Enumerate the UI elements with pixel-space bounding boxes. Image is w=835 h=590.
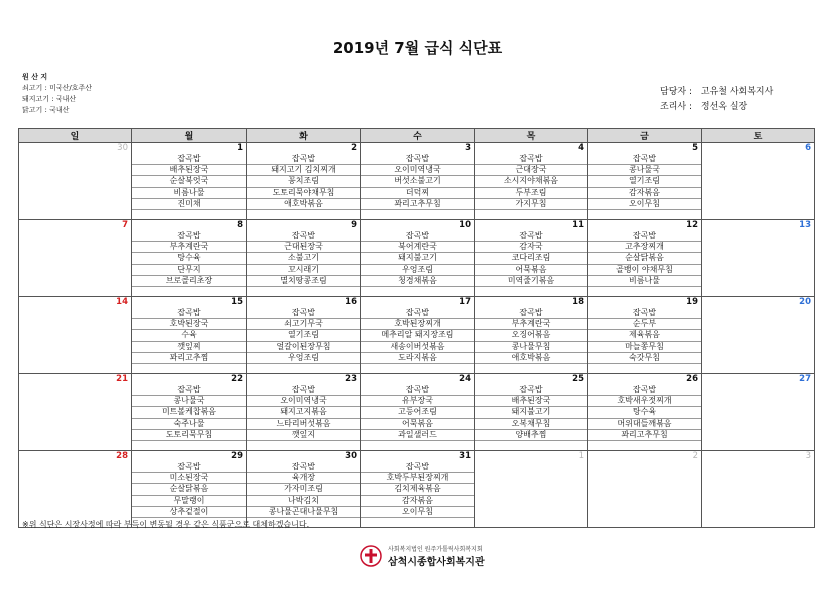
menu-item: 잡곡밥 xyxy=(247,462,360,473)
day-number: 2 xyxy=(692,451,698,461)
menu-item: 탕수육 xyxy=(132,253,246,264)
menu-item: 잡곡밥 xyxy=(588,385,701,396)
menu-item: 숙주나물 xyxy=(132,419,246,430)
day-number: 24 xyxy=(459,374,471,384)
day-box xyxy=(702,297,814,367)
day-cell-wed xyxy=(361,220,475,291)
org-name: 삼척시종합사회복지관 xyxy=(388,557,485,568)
menu-item: 멸치땅콩조림 xyxy=(247,276,360,287)
menu-item: 더덕찌 xyxy=(361,188,474,199)
day-number: 12 xyxy=(686,220,698,230)
day-number: 1 xyxy=(578,451,584,461)
menu-item: 도라지볶음 xyxy=(361,353,474,364)
day-cell-sat xyxy=(702,297,815,368)
menu-item: 느타리버섯볶음 xyxy=(247,419,360,430)
menu-item: 제육볶음 xyxy=(588,330,701,341)
day-number: 19 xyxy=(686,297,698,307)
menu-item: 양배추찜 xyxy=(475,430,587,441)
day-box xyxy=(132,297,246,367)
menu-item: 청경채볶음 xyxy=(361,276,474,287)
day-number: 11 xyxy=(572,220,584,230)
menu-item: 호박된장찌개 xyxy=(361,319,474,330)
menu-item: 오이미역냉국 xyxy=(361,165,474,176)
day-number: 5 xyxy=(692,143,698,153)
menu-item: 콩나물무침 xyxy=(475,342,587,353)
spacer-cell xyxy=(361,521,475,528)
day-box xyxy=(19,220,131,290)
menu-item: 단무지 xyxy=(132,265,246,276)
day-cell-thu xyxy=(475,297,588,368)
menu-item: 꽁치조림 xyxy=(247,176,360,187)
day-number: 4 xyxy=(578,143,584,153)
day-number: 1 xyxy=(237,143,243,153)
day-cell-tue xyxy=(247,374,361,445)
day-box xyxy=(475,297,587,367)
day-cell-sun xyxy=(19,374,132,445)
day-cell-fri xyxy=(588,220,702,291)
menu-item: 나박김치 xyxy=(247,496,360,507)
menu-item: 꽈리고추무침 xyxy=(361,199,474,210)
menu-item: 잡곡밥 xyxy=(132,385,246,396)
menu-item: 북어계란국 xyxy=(361,242,474,253)
week-row xyxy=(19,374,815,445)
day-cell-mon xyxy=(132,220,247,291)
menu-item: 꼬시래기 xyxy=(247,265,360,276)
day-cell-sun xyxy=(19,220,132,291)
menu-item: 호박된장국 xyxy=(132,319,246,330)
menu-item: 고등어조림 xyxy=(361,407,474,418)
day-cell-mon xyxy=(132,297,247,368)
menu-item: 깻잎찌 xyxy=(132,342,246,353)
menu-item: 잡곡밥 xyxy=(247,154,360,165)
menu-item: 과일샐러드 xyxy=(361,430,474,441)
day-number: 30 xyxy=(345,451,357,461)
menu-item: 순살닭볶음 xyxy=(132,484,246,495)
menu-item: 잡곡밥 xyxy=(361,231,474,242)
menu-item: 무말랭이 xyxy=(132,496,246,507)
menu-item: 잡곡밥 xyxy=(361,154,474,165)
day-box xyxy=(588,451,701,521)
day-cell-mon xyxy=(132,451,247,522)
menu-item: 도토리묵무침 xyxy=(132,430,246,441)
menu-item: 잡곡밥 xyxy=(132,462,246,473)
menu-item: 돼지고기 김치찌개 xyxy=(247,165,360,176)
day-box xyxy=(361,374,474,444)
day-number: 3 xyxy=(465,143,471,153)
day-cell-tue xyxy=(247,143,361,214)
menu-item: 순살북엇국 xyxy=(132,176,246,187)
menu-item: 잡곡밥 xyxy=(247,231,360,242)
day-box xyxy=(588,220,701,290)
menu-item: 열기조림 xyxy=(247,330,360,341)
menu-item: 소시지야채볶음 xyxy=(475,176,587,187)
day-cell-sun xyxy=(19,297,132,368)
day-cell-mon xyxy=(132,374,247,445)
origin-info xyxy=(22,72,92,116)
menu-item: 우엉조림 xyxy=(361,265,474,276)
menu-item: 잡곡밥 xyxy=(247,385,360,396)
weekday-header-thu: 목 xyxy=(475,129,588,143)
day-number: 25 xyxy=(572,374,584,384)
day-cell-tue xyxy=(247,220,361,291)
menu-item: 감자볶음 xyxy=(361,496,474,507)
menu-item: 소불고기 xyxy=(247,253,360,264)
weekday-header-wed: 수 xyxy=(361,129,475,143)
menu-item: 가자미조림 xyxy=(247,484,360,495)
day-number: 18 xyxy=(572,297,584,307)
day-box xyxy=(19,297,131,367)
menu-item: 돼지불고기 xyxy=(475,407,587,418)
menu-item: 잡곡밥 xyxy=(132,231,246,242)
day-number: 7 xyxy=(122,220,128,230)
menu-item: 깻잎지 xyxy=(247,430,360,441)
staff-manager-label: 담당자 : xyxy=(660,87,692,97)
day-box xyxy=(702,374,814,444)
staff-cook-value: 정선옥 실장 xyxy=(700,102,748,112)
menu-item: 잡곡밥 xyxy=(361,462,474,473)
day-cell-tue xyxy=(247,451,361,522)
menu-item: 어묵볶음 xyxy=(361,419,474,430)
menu-item: 미소된장국 xyxy=(132,473,246,484)
page-title: 2019년 7월 급식 식단표 xyxy=(332,39,503,57)
menu-item: 비름나물 xyxy=(588,276,701,287)
menu-item: 꽈리고추무침 xyxy=(588,430,701,441)
day-cell-thu xyxy=(475,451,588,522)
menu-item: 잡곡밥 xyxy=(475,385,587,396)
week-row xyxy=(19,297,815,368)
day-cell-fri xyxy=(588,451,702,522)
day-box xyxy=(475,374,587,444)
menu-item: 어묵볶음 xyxy=(475,265,587,276)
menu-item: 잡곡밥 xyxy=(361,308,474,319)
day-box xyxy=(361,451,474,521)
day-box xyxy=(475,220,587,290)
day-cell-sun xyxy=(19,451,132,522)
menu-item: 미역줄기볶음 xyxy=(475,276,587,287)
menu-item: 잡곡밥 xyxy=(588,154,701,165)
day-box xyxy=(588,297,701,367)
menu-item: 열기조림 xyxy=(588,176,701,187)
day-box xyxy=(19,451,131,521)
menu-item: 코다리조림 xyxy=(475,253,587,264)
menu-item: 유부장국 xyxy=(361,396,474,407)
menu-item: 잡곡밥 xyxy=(475,154,587,165)
day-number: 15 xyxy=(231,297,243,307)
day-cell-thu xyxy=(475,143,588,214)
day-box xyxy=(247,374,360,444)
menu-item: 부추계란국 xyxy=(132,242,246,253)
menu-item: 비름나물 xyxy=(132,188,246,199)
day-number: 2 xyxy=(351,143,357,153)
menu-calendar xyxy=(18,128,815,528)
menu-item: 호박두부된장찌개 xyxy=(361,473,474,484)
menu-item: 오이미역냉국 xyxy=(247,396,360,407)
week-row xyxy=(19,451,815,522)
menu-item: 수육 xyxy=(132,330,246,341)
menu-item: 잡곡밥 xyxy=(247,308,360,319)
menu-item: 가지무침 xyxy=(475,199,587,210)
menu-item: 근대장국 xyxy=(475,165,587,176)
menu-item: 순살닭볶음 xyxy=(588,253,701,264)
caritas-cross-icon xyxy=(360,545,382,567)
day-cell-wed xyxy=(361,374,475,445)
spacer-cell xyxy=(475,521,588,528)
menu-item: 오이무침 xyxy=(361,507,474,518)
staff-info xyxy=(660,85,773,115)
menu-item: 근대된장국 xyxy=(247,242,360,253)
origin-heading: 원 산 지 xyxy=(22,73,48,81)
menu-item: 상추겉절이 xyxy=(132,507,246,518)
day-cell-sat xyxy=(702,220,815,291)
menu-item: 부추계란국 xyxy=(475,319,587,330)
menu-item: 얼갈이된장무침 xyxy=(247,342,360,353)
day-cell-wed xyxy=(361,451,475,522)
day-box xyxy=(19,143,131,213)
menu-item: 순두부 xyxy=(588,319,701,330)
menu-item: 브로콜리초장 xyxy=(132,276,246,287)
day-box xyxy=(132,143,246,213)
day-number: 8 xyxy=(237,220,243,230)
weekday-header-mon: 월 xyxy=(132,129,247,143)
day-number: 13 xyxy=(799,220,811,230)
menu-item: 잡곡밥 xyxy=(475,308,587,319)
menu-item: 돼지불고기 xyxy=(361,253,474,264)
day-box xyxy=(475,143,587,213)
menu-item: 잡곡밥 xyxy=(132,308,246,319)
day-cell-thu xyxy=(475,374,588,445)
day-number: 14 xyxy=(116,297,128,307)
day-cell-sat xyxy=(702,143,815,214)
menu-item: 콩나물국 xyxy=(588,165,701,176)
day-number: 17 xyxy=(459,297,471,307)
day-cell-sat xyxy=(702,451,815,522)
menu-item: 잡곡밥 xyxy=(588,231,701,242)
day-cell-sat xyxy=(702,374,815,445)
day-cell-mon xyxy=(132,143,247,214)
menu-item: 메추리알 돼지장조림 xyxy=(361,330,474,341)
menu-item: 잡곡밥 xyxy=(361,385,474,396)
menu-item: 감자볶음 xyxy=(588,188,701,199)
day-number: 28 xyxy=(116,451,128,461)
day-number: 20 xyxy=(799,297,811,307)
menu-item: 감자국 xyxy=(475,242,587,253)
spacer-cell xyxy=(702,521,815,528)
day-box xyxy=(361,297,474,367)
menu-item: 꽈리고추찜 xyxy=(132,353,246,364)
day-number: 16 xyxy=(345,297,357,307)
menu-item: 오복채무침 xyxy=(475,419,587,430)
day-number: 22 xyxy=(231,374,243,384)
menu-item: 마늘쫑무침 xyxy=(588,342,701,353)
day-cell-thu xyxy=(475,220,588,291)
staff-cook-label: 조리사 : xyxy=(660,102,692,112)
menu-item: 진미채 xyxy=(132,199,246,210)
menu-item: 탕수육 xyxy=(588,407,701,418)
day-number: 23 xyxy=(345,374,357,384)
menu-item: 버섯소불고기 xyxy=(361,176,474,187)
menu-item: 숙갓무침 xyxy=(588,353,701,364)
day-number: 27 xyxy=(799,374,811,384)
day-number: 10 xyxy=(459,220,471,230)
org-logo xyxy=(360,544,485,568)
day-box xyxy=(361,220,474,290)
menu-item: 애호박볶음 xyxy=(475,353,587,364)
day-number: 21 xyxy=(116,374,128,384)
day-box xyxy=(247,451,360,521)
day-number: 30 xyxy=(117,143,128,153)
footnote: ※위 식단은 시장사정에 따라 부득이 변동될 경우 같은 식품군으로 대체하겠습니다. xyxy=(22,520,310,529)
day-box xyxy=(588,374,701,444)
menu-item: 김치제육볶음 xyxy=(361,484,474,495)
org-subtitle: 사회복지법인 원주가톨릭사회복지회 xyxy=(388,546,483,553)
day-box xyxy=(132,374,246,444)
menu-item: 미트볼케찹볶음 xyxy=(132,407,246,418)
staff-cook xyxy=(660,100,773,115)
day-box xyxy=(19,374,131,444)
day-number: 26 xyxy=(686,374,698,384)
day-box xyxy=(588,143,701,213)
day-box xyxy=(361,143,474,213)
spacer-cell xyxy=(588,521,702,528)
menu-item: 잡곡밥 xyxy=(132,154,246,165)
day-cell-fri xyxy=(588,374,702,445)
menu-item: 돼지고지볶음 xyxy=(247,407,360,418)
menu-item: 두부조림 xyxy=(475,188,587,199)
weekday-header-tue: 화 xyxy=(247,129,361,143)
week-row xyxy=(19,143,815,214)
day-box xyxy=(132,220,246,290)
day-box xyxy=(702,451,814,521)
staff-manager xyxy=(660,85,773,100)
day-box xyxy=(247,143,360,213)
day-box xyxy=(702,220,814,290)
menu-item: 잡곡밥 xyxy=(475,231,587,242)
weekday-header-row xyxy=(19,129,815,143)
menu-item: 골뱅이 야채무침 xyxy=(588,265,701,276)
day-box xyxy=(247,220,360,290)
menu-item: 호박새우젓찌개 xyxy=(588,396,701,407)
menu-item: 도토리묵야채무침 xyxy=(247,188,360,199)
menu-item: 콩나물국 xyxy=(132,396,246,407)
menu-item: 오이무침 xyxy=(588,199,701,210)
origin-chicken: 닭고기 : 국내산 xyxy=(22,106,70,114)
menu-item: 육개장 xyxy=(247,473,360,484)
menu-item: 새송이버섯볶음 xyxy=(361,342,474,353)
menu-item: 고추장찌개 xyxy=(588,242,701,253)
day-box xyxy=(247,297,360,367)
menu-item: 배추된장국 xyxy=(132,165,246,176)
day-cell-wed xyxy=(361,143,475,214)
week-row xyxy=(19,220,815,291)
day-number: 31 xyxy=(459,451,471,461)
day-cell-fri xyxy=(588,297,702,368)
menu-item: 우엉조림 xyxy=(247,353,360,364)
menu-item: 콩나물곤대나물무침 xyxy=(247,507,360,518)
day-cell-sun xyxy=(19,143,132,214)
day-number: 29 xyxy=(231,451,243,461)
day-cell-fri xyxy=(588,143,702,214)
menu-item: 오징어볶음 xyxy=(475,330,587,341)
day-number: 9 xyxy=(351,220,357,230)
day-box xyxy=(702,143,814,213)
staff-manager-value: 고유철 사회복지사 xyxy=(700,87,774,97)
weekday-header-fri: 금 xyxy=(588,129,702,143)
day-cell-tue xyxy=(247,297,361,368)
menu-item: 배추된장국 xyxy=(475,396,587,407)
day-cell-wed xyxy=(361,297,475,368)
day-box xyxy=(475,451,587,521)
weekday-header-sat: 토 xyxy=(702,129,815,143)
menu-item: 잡곡밥 xyxy=(588,308,701,319)
origin-beef: 쇠고기 : 미국산/호주산 xyxy=(22,84,93,92)
menu-item: 쇠고기무국 xyxy=(247,319,360,330)
origin-pork: 돼지고기 : 국내산 xyxy=(22,95,77,103)
day-box xyxy=(132,451,246,521)
day-number: 6 xyxy=(805,143,811,153)
menu-item: 머위대들깨볶음 xyxy=(588,419,701,430)
day-number: 3 xyxy=(805,451,811,461)
menu-item: 애호박볶음 xyxy=(247,199,360,210)
weekday-header-sun: 일 xyxy=(19,129,132,143)
